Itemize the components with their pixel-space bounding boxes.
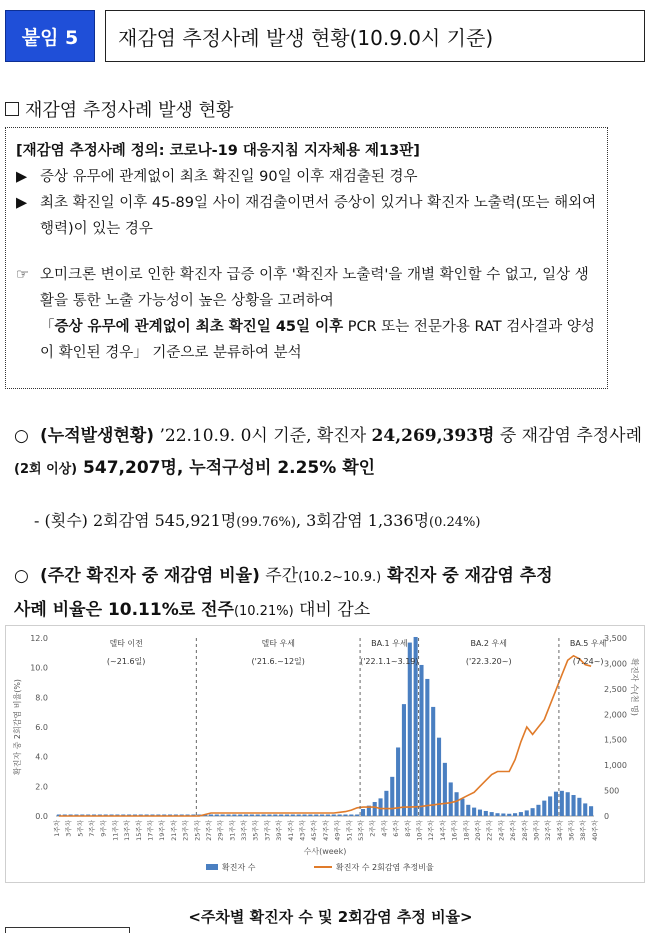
chart-svg	[6, 626, 644, 882]
definition-bullet	[16, 164, 599, 190]
pointing-hand-icon: ☞	[16, 267, 29, 283]
confirmed-bar	[384, 791, 388, 816]
y-tick-label: 4.0	[35, 752, 48, 762]
confirmed-bar	[501, 813, 505, 816]
legend-bar-swatch	[206, 864, 218, 870]
x-tick-label: 27주차	[205, 820, 213, 841]
x-tick-label: 36주차	[567, 820, 576, 841]
x-tick-label: 45주차	[310, 820, 319, 841]
x-tick-label: 38주차	[579, 820, 588, 841]
confirmed-bar	[466, 805, 470, 816]
period-range: (~21.6일)	[106, 657, 146, 666]
x-tick-label: 21주차	[169, 820, 178, 841]
cumulative-date: ’22.10.9. 0시 기준, 확진자	[154, 426, 372, 446]
confirmed-bar	[349, 815, 353, 817]
confirmed-bar	[449, 782, 453, 816]
triangle-bullet-icon: ▶	[16, 195, 28, 211]
x-tick-label: 40주차	[590, 820, 599, 841]
confirmed-bar	[332, 815, 336, 817]
confirmed-bar	[443, 763, 447, 816]
x-tick-label: 10주차	[415, 820, 424, 841]
third-infection-value: 1,336명	[367, 511, 430, 530]
x-tick-label: 31주차	[228, 820, 237, 841]
y-tick-label: 12.0	[30, 634, 48, 643]
confirmed-bar	[513, 813, 517, 816]
legend-line-label: 확진자 수 2회감염 추정비율	[336, 863, 434, 872]
confirmed-bar	[355, 815, 359, 817]
confirmed-bar	[267, 815, 271, 817]
confirmed-bar	[308, 815, 312, 817]
second-infection-value: 545,921명	[154, 511, 237, 530]
x-tick-label: 23주차	[181, 820, 190, 841]
x-tick-label: 29주차	[216, 820, 225, 841]
x-tick-label: 18주차	[462, 820, 471, 841]
reinfection-ratio-line	[59, 656, 591, 816]
period-range: ('22.3.20~)	[465, 657, 512, 666]
weekly-text-2: 사례 비율은 10.11%로 전주	[14, 600, 234, 620]
cumulative-mid: 중 재감염 추정사례	[494, 426, 643, 446]
confirmed-bar	[361, 809, 365, 816]
confirmed-bar	[507, 814, 511, 816]
period-name: BA.2 우세	[470, 639, 507, 648]
confirmed-bar	[379, 798, 383, 816]
y-tick-label: 8.0	[35, 693, 48, 703]
x-tick-label: 28주차	[520, 820, 529, 841]
confirmed-bar	[455, 792, 459, 816]
x-tick-label: 30주차	[532, 820, 541, 841]
weekly-ratio-paragraph	[14, 560, 654, 628]
x-tick-label: 20주차	[474, 820, 482, 841]
confirmed-bar	[577, 798, 581, 816]
attachment-tag-label: 붙임 5	[21, 26, 79, 49]
confirmed-bar	[531, 808, 535, 816]
definition-bullet	[16, 190, 599, 242]
second-infection-percent: (99.76%)	[236, 515, 296, 530]
confirmed-bar	[554, 792, 558, 816]
weekly-label: (주간 확진자 중 재감염 비율)	[40, 566, 260, 586]
page-title: 재감염 추정사례 발생 현황(10.9.0시 기준)	[118, 25, 494, 50]
next-box-edge	[5, 927, 130, 933]
confirmed-bar	[291, 815, 295, 817]
y2-tick-label: 1,000	[604, 761, 627, 771]
period-name: 델타 우세	[261, 639, 295, 648]
x-tick-label: 41주차	[286, 820, 295, 841]
confirmed-bar	[402, 704, 406, 816]
chart-caption: <주차별 확진자 수 및 2회감염 추정 비율>	[188, 908, 473, 926]
reinfection-count-qualifier: (2회 이상)	[14, 462, 78, 477]
confirmed-bar	[536, 805, 540, 816]
confirmed-bar	[256, 815, 260, 817]
x-tick-label: 4주차	[380, 820, 389, 837]
confirmed-bar	[373, 802, 377, 816]
confirmed-bar	[338, 815, 342, 817]
confirmed-bar	[542, 801, 546, 816]
confirmed-bar	[326, 815, 330, 817]
x-tick-label: 3주차	[64, 820, 73, 837]
confirmed-bar	[320, 815, 324, 817]
confirmed-bar	[215, 815, 219, 817]
x-tick-label: 19주차	[158, 820, 167, 841]
x-tick-label: 1주차	[52, 820, 61, 837]
x-tick-label: 11주차	[111, 820, 120, 841]
definition-bullet-text: 증상 유무에 관계없이 최초 확진일 90일 이후 재검출된 경우	[40, 169, 418, 185]
y2-axis-title: 확진자 수(천 명)	[630, 658, 639, 716]
confirmed-bar	[472, 808, 476, 816]
x-tick-label: 5주차	[76, 820, 85, 837]
legend-bar-label: 확진자 수	[222, 863, 256, 872]
triangle-bullet-icon: ▶	[16, 169, 28, 185]
previous-week-percent: (10.21%)	[233, 604, 294, 619]
period-range: (7.24~)	[572, 657, 604, 666]
x-tick-label: 24주차	[497, 820, 506, 841]
confirmed-bar	[238, 815, 242, 817]
weekly-text-3: 대비 감소	[293, 600, 371, 620]
x-tick-label: 53주차	[357, 820, 365, 841]
y2-tick-label: 2,500	[604, 684, 627, 694]
x-tick-label: 22주차	[485, 820, 494, 841]
definition-note	[16, 262, 599, 366]
confirmed-bar	[583, 803, 587, 816]
note-criterion-rest: PCR 또는 전문가용 RAT 검사결과 양성이 확인된 경우」 기준으로 분류하여 분석	[40, 319, 595, 361]
x-tick-label: 2주차	[368, 820, 377, 837]
x-tick-label: 12주차	[427, 820, 436, 841]
period-name: BA.5 우세	[569, 639, 607, 648]
confirmed-bar	[221, 815, 225, 817]
section-title: 재감염 추정사례 발생 현황	[25, 100, 234, 121]
confirmed-bar	[425, 679, 429, 816]
attachment-tag	[5, 10, 95, 62]
confirmed-bar	[419, 665, 423, 816]
note-text: 오미크론 변이로 인한 확진자 급증 이후 '확진자 노출력'을 개별 확인할 수 없고, 일상 생활을 통한 노출 가능성이 높은 상황을 고려하여	[40, 267, 589, 309]
x-tick-label: 6주차	[392, 820, 401, 837]
confirmed-bar	[396, 747, 400, 816]
definition-bullet-text: 최초 확진일 이후 45-89일 사이 재검출이면서 증상이 있거나 확진자 노출력(또는 해외여행력)이 있는 경우	[40, 195, 597, 237]
confirmed-bar	[484, 811, 488, 816]
x-tick-label: 33주차	[240, 820, 249, 841]
x-tick-label: 14주차	[438, 820, 447, 841]
y-tick-label: 6.0	[35, 723, 48, 732]
weekly-reinfection-chart	[5, 625, 645, 883]
period-range: ('21.6.~12일)	[251, 657, 305, 666]
confirmed-bar	[571, 795, 575, 816]
confirmed-bar	[431, 707, 435, 816]
confirmed-bar	[519, 812, 523, 816]
x-tick-label: 51주차	[345, 820, 354, 841]
y2-tick-label: 0	[604, 812, 610, 821]
x-tick-label: 9주차	[99, 820, 108, 837]
confirmed-bar	[343, 815, 347, 817]
x-tick-label: 37주차	[263, 820, 272, 841]
y-tick-label: 0.0	[35, 812, 48, 821]
y2-tick-label: 3,500	[604, 634, 627, 643]
section-heading	[5, 96, 233, 122]
x-tick-label: 13주차	[123, 820, 132, 841]
y2-tick-label: 3,000	[604, 659, 627, 669]
x-tick-label: 39주차	[275, 820, 284, 841]
cumulative-label: (누적발생현황)	[40, 426, 155, 446]
y-tick-label: 10.0	[30, 663, 48, 673]
circle-bullet-icon: ○	[14, 566, 29, 586]
x-tick-label: 26주차	[509, 820, 518, 841]
y2-tick-label: 2,000	[604, 710, 627, 720]
confirmed-bar	[478, 810, 482, 816]
circle-bullet-icon: ○	[14, 426, 29, 446]
definition-heading: [재감염 추정사례 정의: 코로나-19 대응지침 지자체용 제13판]	[16, 143, 420, 159]
confirmed-bar	[209, 815, 213, 817]
x-tick-label: 25주차	[193, 820, 202, 841]
y2-tick-label: 1,500	[604, 735, 627, 745]
confirmed-bar	[302, 815, 306, 817]
x-tick-label: 47주차	[321, 820, 330, 841]
x-tick-label: 43주차	[298, 820, 307, 841]
third-infection-percent: (0.24%)	[429, 515, 481, 530]
confirmed-bar	[262, 815, 266, 817]
period-range: ('22.1.1~3.19)	[360, 657, 419, 666]
period-name: BA.1 우세	[371, 639, 408, 648]
x-tick-label: 34주차	[555, 820, 564, 841]
confirmed-bar	[525, 810, 529, 816]
confirmed-bar	[490, 812, 494, 816]
reinfection-total: 547,207명, 누적구성비 2.25% 확인	[77, 458, 376, 478]
quote-open: 「	[40, 319, 55, 335]
confirmed-total: 24,269,393명	[371, 426, 495, 446]
confirmed-bar	[244, 815, 248, 817]
confirmed-bar	[548, 796, 552, 816]
confirmed-bar	[566, 792, 570, 816]
confirmed-bar	[495, 813, 499, 816]
weekly-mid: 주간	[259, 566, 299, 586]
x-tick-label: 49주차	[333, 820, 342, 841]
x-tick-label: 35주차	[251, 820, 260, 841]
x-tick-label: 8주차	[403, 820, 412, 837]
weekly-range: (10.2~10.9.)	[298, 570, 382, 585]
confirmed-bar	[560, 791, 564, 816]
confirmed-bar	[297, 815, 301, 817]
weekly-text-1: 확진자 중 재감염 추정	[381, 566, 553, 586]
x-tick-label: 7주차	[88, 820, 96, 837]
confirmed-bar	[589, 806, 593, 816]
confirmed-bar	[279, 815, 283, 817]
confirmed-bar	[232, 815, 236, 817]
page-title-box	[105, 10, 645, 62]
confirmed-bar	[408, 643, 412, 816]
y-axis-title: 확진자 중 2회감염 비율(%)	[13, 678, 22, 776]
period-name: 델타 이전	[109, 639, 143, 648]
confirmed-bar	[226, 815, 230, 817]
x-tick-label: 17주차	[146, 820, 155, 841]
confirmed-bar	[390, 777, 394, 816]
note-criterion-bold: 증상 유무에 관계없이 최초 확진일 45일 이후	[54, 319, 344, 335]
cumulative-status-paragraph	[14, 420, 654, 486]
x-tick-label: 32주차	[544, 820, 553, 841]
third-infection-label: , 3회감염	[295, 511, 368, 530]
x-tick-label: 16주차	[450, 820, 459, 841]
confirmed-bar	[285, 815, 289, 817]
second-infection-label: - (횟수) 2회감염	[34, 511, 155, 530]
x-axis-title: 수사(week)	[303, 847, 347, 856]
confirmed-bar	[460, 799, 464, 816]
y2-tick-label: 500	[604, 786, 620, 796]
infection-count-breakdown	[34, 508, 480, 531]
y-tick-label: 2.0	[35, 782, 48, 792]
square-bullet-icon	[5, 102, 19, 116]
confirmed-bar	[314, 815, 318, 817]
x-tick-label: 15주차	[134, 820, 143, 841]
definition-box	[5, 127, 608, 389]
confirmed-bar	[250, 815, 254, 817]
confirmed-bar	[273, 815, 277, 817]
